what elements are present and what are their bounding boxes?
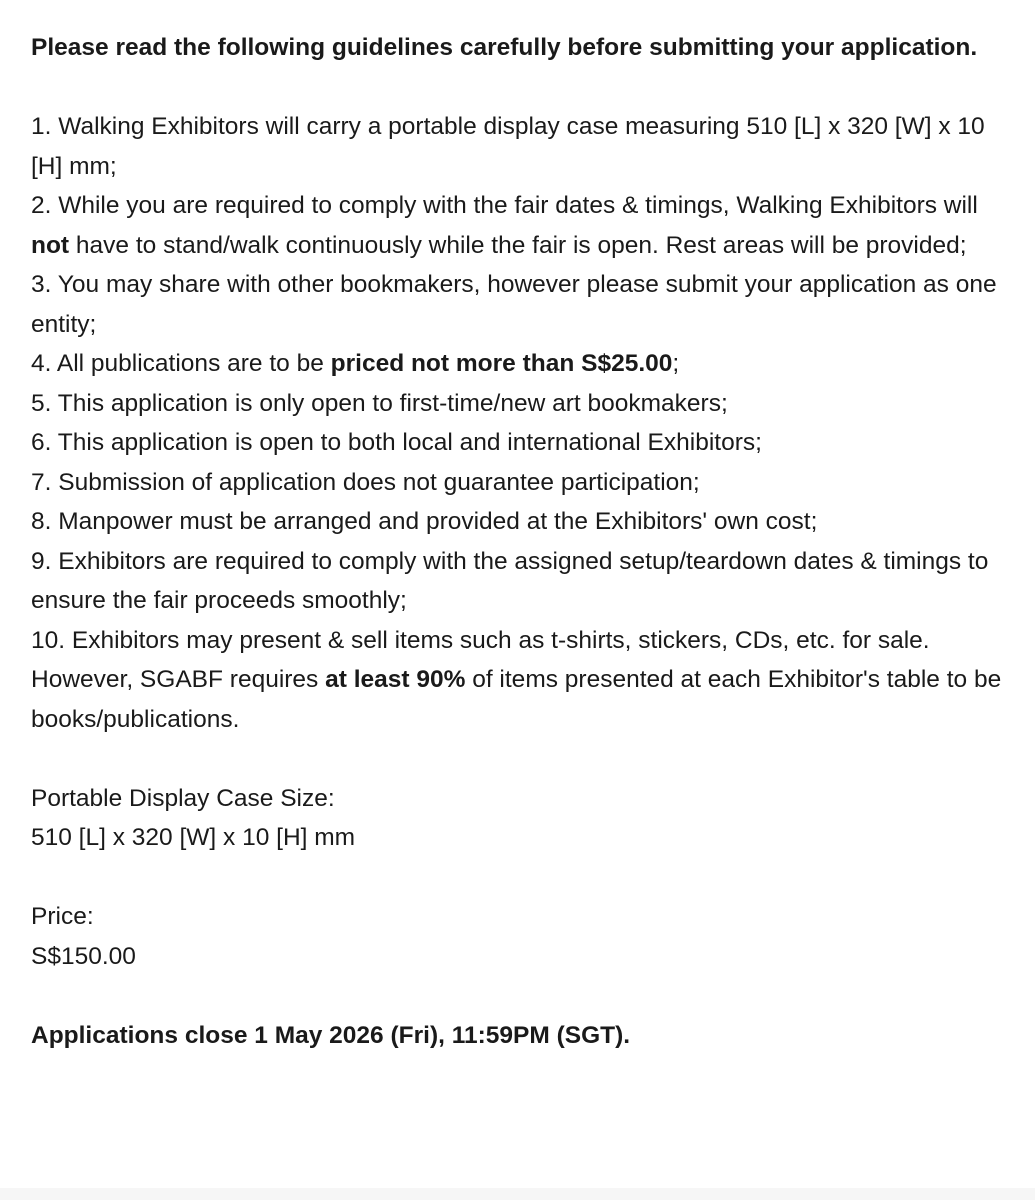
display-case-value: 510 [L] x 320 [W] x 10 [H] mm <box>31 824 356 851</box>
guideline-item-8: 8. Manpower must be arranged and provided at the Exhibitors' own cost; <box>31 508 818 535</box>
guideline-item-5: 5. This application is only open to first-time/new art bookmakers; <box>31 389 728 417</box>
guideline-item-2-emphasis: not <box>31 231 70 259</box>
guideline-item-10-text-b: of items presented at each Exhibitor's table to be books/publications. <box>31 666 1002 733</box>
guideline-item-4-text-b: ; <box>672 350 680 377</box>
spacer <box>31 739 1016 779</box>
bottom-edge <box>0 1188 1035 1200</box>
guideline-item-1: 1. Walking Exhibitors will carry a portable display case measuring 510 [L] x 320 [W] x 10 [H] mm; <box>31 113 985 180</box>
guideline-item-9: 9. Exhibitors are required to comply with the assigned setup/teardown dates & timings to ensure the fair proceeds smoothly; <box>31 547 989 614</box>
deadline-notice: Applications close 1 May 2026 (Fri), 11:59PM (SGT). <box>31 1021 631 1049</box>
guideline-item-10-emphasis: at least 90% <box>325 666 466 693</box>
guideline-item-2-text-a: 2. While you are required to comply with the fair dates & timings, Walking Exhibitors will <box>31 192 978 219</box>
price-label: Price: <box>31 903 94 930</box>
spacer <box>31 976 1016 1016</box>
guideline-item-10-text-a: 10. Exhibitors may present & sell items such as t-shirts, stickers, CDs, etc. for sale. However, SGABF requires <box>31 626 930 693</box>
guidelines-list <box>31 107 1016 739</box>
guideline-item-4-emphasis: priced not more than S$25.00 <box>330 350 673 377</box>
display-case-label: Portable Display Case Size: <box>31 784 335 812</box>
price-value: S$150.00 <box>31 942 136 970</box>
guideline-item-4 <box>31 344 1016 384</box>
guideline-item-4-text-a: 4. All publications are to be <box>31 350 331 377</box>
guideline-item-6: 6. This application is open to both local and international Exhibitors; <box>31 429 762 456</box>
spacer <box>31 68 1016 108</box>
guideline-item-2-text-b: have to stand/walk continuously while the fair is open. Rest areas will be provided; <box>69 231 967 259</box>
guideline-item-7: 7. Submission of application does not guarantee participation; <box>31 468 700 496</box>
guidelines-content <box>31 28 1016 1055</box>
guideline-item-2 <box>31 186 1016 265</box>
spacer <box>31 858 1016 898</box>
intro-heading: Please read the following guidelines carefully before submitting your application. <box>31 34 978 61</box>
guideline-item-10 <box>31 621 1016 740</box>
guideline-item-3: 3. You may share with other bookmakers, however please submit your application as one entity; <box>31 271 997 338</box>
